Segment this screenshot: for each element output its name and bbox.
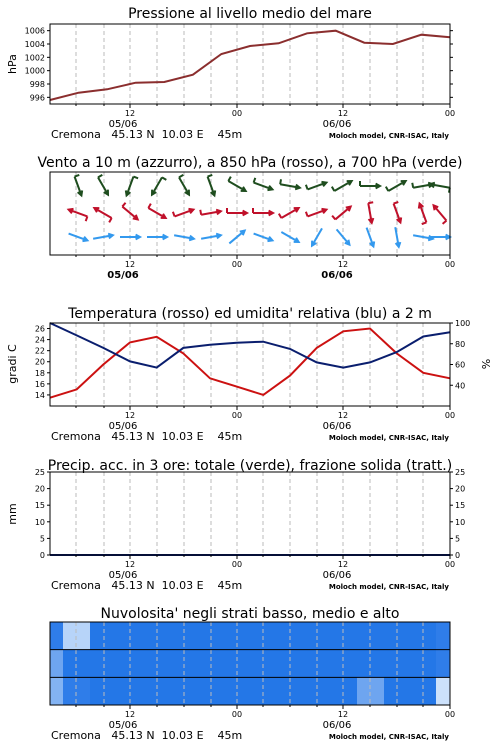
wind-10m-arrow <box>69 234 88 242</box>
y-tick-label: 1000 <box>24 66 45 76</box>
humidity-line <box>50 323 450 368</box>
x-tick-label: 12 <box>124 260 136 269</box>
y-tick-label: 16 <box>34 379 45 389</box>
date-label: 05/06 <box>108 421 138 432</box>
pressure-ylabel: hPa <box>6 54 19 74</box>
y-tick-right-label: 40 <box>455 381 466 391</box>
wind-850hpa-arrow <box>69 209 88 221</box>
wind-arrow-barb <box>422 222 427 224</box>
wind-700hpa-arrow <box>179 175 189 195</box>
y-tick-label: 10 <box>34 517 45 527</box>
x-tick-label: 12 <box>337 411 349 420</box>
wind-arrow-shaft <box>98 177 108 194</box>
wind-10m-arrow <box>254 234 273 242</box>
wind-10m-arrow <box>93 234 113 239</box>
temperature-title: Temperatura (rosso) ed umidita' relativa (blu) a 2 m <box>68 306 432 322</box>
date-label: 05/06 <box>108 119 138 130</box>
y-tick-right-label: 15 <box>455 501 466 511</box>
x-tick-label: 00 <box>444 260 456 269</box>
pressure-line <box>50 31 450 100</box>
wind-arrow-barb <box>208 175 213 177</box>
wind-850hpa-arrow <box>368 202 373 223</box>
wind-850hpa-arrow <box>94 208 111 222</box>
y-tick-label: 996 <box>29 93 45 103</box>
wind-10m-arrow <box>201 234 221 239</box>
wind-title: Vento a 10 m (azzurro), a 850 hPa (rosso), a 700 hPa (verde) <box>37 155 463 171</box>
wind-10m-arrow <box>395 227 400 247</box>
location-label: Cremona 45.13 N 10.03 E 45m <box>51 430 243 443</box>
wind-arrow-barb <box>280 179 281 184</box>
cloud-title: Nuvolosita' negli strati basso, medio e alto <box>100 606 400 622</box>
wind-850hpa-arrow <box>173 209 194 217</box>
wind-850hpa-arrow <box>306 209 327 217</box>
wind-arrow-barb <box>279 214 282 218</box>
wind-arrow-barb <box>332 216 335 220</box>
cloud-cell <box>436 622 450 650</box>
wind-arrow-shaft <box>281 232 298 242</box>
y-tick-label: 1006 <box>24 26 45 36</box>
humidity-ylabel: % <box>480 358 493 370</box>
y-tick-label: 25 <box>34 468 45 477</box>
y-tick-label: 22 <box>34 346 45 356</box>
x-tick-label: 00 <box>444 710 456 719</box>
cloud-cell <box>50 622 63 650</box>
cloud-cell <box>436 650 450 678</box>
wind-700hpa-arrow <box>98 175 108 195</box>
wind-frame <box>50 172 450 255</box>
wind-arrow-barb <box>332 187 335 191</box>
wind-700hpa-arrow <box>152 177 166 194</box>
wind-10m-arrow <box>281 232 298 242</box>
x-tick-label: 12 <box>124 560 136 569</box>
wind-700hpa-arrow <box>430 183 450 193</box>
y-tick-label: 998 <box>29 80 45 89</box>
y-tick-right-label: 25 <box>455 468 466 477</box>
y-tick-label: 24 <box>34 335 45 345</box>
wind-arrow-barb <box>98 175 102 178</box>
date-label: 06/06 <box>322 119 352 130</box>
date-label: 05/06 <box>108 570 138 581</box>
wind-arrow-shaft <box>94 208 111 218</box>
location-label: Cremona 45.13 N 10.03 E 45m <box>51 128 243 141</box>
date-label: 05/06 <box>108 720 138 731</box>
x-tick-label: 00 <box>231 710 243 719</box>
y-tick-label: 20 <box>34 484 45 494</box>
precip-frame <box>50 472 450 555</box>
wind-arrow-shaft <box>434 205 447 220</box>
cloud-cell <box>436 677 450 705</box>
date-label: 06/06 <box>322 720 352 731</box>
y-tick-right-label: 0 <box>455 551 461 560</box>
wind-arrow-barb <box>443 221 447 224</box>
pressure-frame <box>50 24 450 104</box>
wind-700hpa-arrow <box>332 181 352 191</box>
wind-10m-arrow <box>413 235 433 240</box>
temperature-ylabel: gradi C <box>6 344 19 384</box>
wind-700hpa-arrow <box>208 175 216 196</box>
cloud-cell <box>251 677 277 705</box>
x-tick-label: 00 <box>231 411 243 420</box>
x-tick-label: 12 <box>337 109 349 118</box>
x-tick-label: 12 <box>124 710 136 719</box>
y-tick-label: 20 <box>34 357 45 367</box>
wind-arrow-barb <box>200 210 201 215</box>
x-tick-label: 00 <box>231 109 243 118</box>
cloud-cell <box>251 650 277 678</box>
wind-arrow-barb <box>368 202 373 203</box>
x-tick-label: 00 <box>231 560 243 569</box>
y-tick-label: 26 <box>34 324 45 334</box>
wind-700hpa-arrow <box>126 177 138 196</box>
x-tick-label: 12 <box>337 260 349 269</box>
date-label: 06/06 <box>322 570 352 581</box>
wind-arrow-shaft <box>229 231 244 244</box>
wind-arrow-barb <box>133 177 138 179</box>
y-tick-label: 15 <box>34 501 45 511</box>
model-credit: Moloch model, CNR-ISAC, Italy <box>328 583 449 591</box>
y-tick-right-label: 5 <box>455 534 461 544</box>
wind-700hpa-arrow <box>75 175 83 196</box>
wind-arrow-barb <box>394 202 399 204</box>
temperature-line <box>50 329 450 398</box>
x-tick-label: 00 <box>444 109 456 118</box>
wind-850hpa-arrow <box>279 208 299 218</box>
x-tick-label: 00 <box>444 411 456 420</box>
wind-850hpa-arrow <box>434 205 447 224</box>
wind-arrow-barb <box>162 177 166 180</box>
wind-850hpa-arrow <box>332 207 351 220</box>
model-credit: Moloch model, CNR-ISAC, Italy <box>328 132 449 140</box>
wind-arrow-barb <box>386 187 389 191</box>
wind-arrow-barb <box>306 185 308 190</box>
location-label: Cremona 45.13 N 10.03 E 45m <box>51 579 243 592</box>
y-tick-label: 18 <box>34 368 45 378</box>
x-tick-label: 12 <box>124 109 136 118</box>
wind-700hpa-arrow <box>386 181 406 191</box>
location-label: Cremona 45.13 N 10.03 E 45m <box>51 729 243 742</box>
wind-arrow-barb <box>179 175 183 178</box>
wind-10m-arrow <box>229 231 244 244</box>
model-credit: Moloch model, CNR-ISAC, Italy <box>328 434 449 442</box>
precip-panel <box>6 458 452 555</box>
cloud-cell <box>50 650 63 678</box>
wind-arrow-barb <box>306 212 308 217</box>
wind-arrow-barb <box>109 218 112 222</box>
wind-850hpa-arrow <box>394 202 402 223</box>
wind-700hpa-arrow <box>306 182 327 190</box>
wind-arrow-barb <box>254 178 256 183</box>
y-tick-right-label: 100 <box>455 319 471 328</box>
precip-ylabel: mm <box>6 503 19 525</box>
x-tick-label: 00 <box>444 560 456 569</box>
x-tick-label: 00 <box>231 260 243 269</box>
wind-10m-arrow <box>174 235 194 240</box>
y-tick-label: 1002 <box>24 53 45 63</box>
wind-arrow-barb <box>122 203 125 207</box>
date-label: 06/06 <box>322 421 352 432</box>
cloud-panel <box>50 606 450 705</box>
wind-panel <box>37 155 462 255</box>
y-tick-right-label: 80 <box>455 339 466 349</box>
x-tick-label: 12 <box>124 411 136 420</box>
wind-arrow-barb <box>148 204 151 208</box>
date-label: 05/06 <box>107 270 139 281</box>
precip-title: Precip. acc. in 3 ore: totale (verde), frazione solida (tratt.) <box>47 458 453 474</box>
y-tick-label: 14 <box>34 390 45 400</box>
wind-arrow-barb <box>228 177 231 181</box>
y-tick-right-label: 10 <box>455 517 466 527</box>
y-tick-right-label: 20 <box>455 484 466 494</box>
wind-arrow-barb <box>173 212 175 217</box>
wind-arrow-barb <box>86 216 88 221</box>
wind-arrow-barb <box>75 175 80 177</box>
y-tick-label: 1004 <box>24 40 45 49</box>
model-credit: Moloch model, CNR-ISAC, Italy <box>328 733 449 741</box>
pressure-panel <box>6 6 450 104</box>
cloud-cell <box>50 677 63 705</box>
temperature-panel <box>6 306 493 406</box>
y-tick-label: 0 <box>39 551 45 560</box>
y-tick-label: 5 <box>39 534 45 544</box>
cloud-cell <box>251 622 277 650</box>
x-tick-label: 12 <box>337 560 349 569</box>
temperature-frame <box>50 323 450 406</box>
y-tick-right-label: 60 <box>455 360 466 370</box>
pressure-title: Pressione al livello medio del mare <box>128 6 372 22</box>
wind-arrow-barb <box>412 183 413 188</box>
x-tick-label: 12 <box>337 710 349 719</box>
date-label: 06/06 <box>321 270 353 281</box>
